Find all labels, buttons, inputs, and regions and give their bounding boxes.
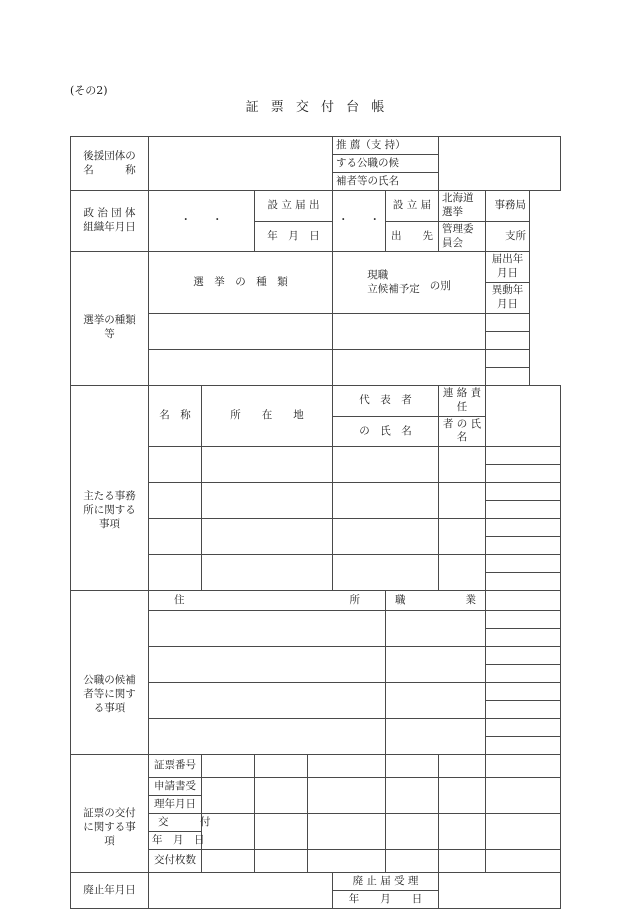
field-office-date-b-1[interactable] bbox=[486, 465, 561, 483]
label-recommended-candidate-line3: 補者等の氏名 bbox=[333, 173, 439, 191]
field-office-date-a-4[interactable] bbox=[486, 555, 561, 573]
field-candidate-occupation-3[interactable] bbox=[386, 683, 486, 719]
cell-app-date-4[interactable] bbox=[386, 778, 439, 814]
field-election-submit-date-2[interactable] bbox=[486, 349, 530, 367]
field-election-change-date-2[interactable] bbox=[486, 367, 530, 385]
cell-cert-number-1[interactable] bbox=[202, 755, 255, 778]
cell-app-date-3[interactable] bbox=[308, 778, 386, 814]
label-abolition-notice-line2: 年 月 日 bbox=[333, 891, 439, 909]
cell-issue-date-6[interactable] bbox=[486, 814, 561, 850]
field-office-name-2[interactable] bbox=[149, 483, 202, 519]
field-office-header-right bbox=[486, 385, 561, 446]
field-office-rep-3[interactable] bbox=[333, 519, 439, 555]
cell-issued-count-2[interactable] bbox=[255, 850, 308, 873]
field-office-rep-1[interactable] bbox=[333, 447, 439, 483]
cell-app-date-5[interactable] bbox=[439, 778, 486, 814]
label-certificate-issuance: 証票の交付 に関する事 項 bbox=[71, 755, 149, 873]
field-candidate-occupation-4[interactable] bbox=[386, 719, 486, 755]
row-election-type-header bbox=[71, 252, 561, 283]
field-candidate-date-a-2[interactable] bbox=[486, 647, 561, 665]
field-office-name-3[interactable] bbox=[149, 519, 202, 555]
label-authority-line1: 北海道選挙 bbox=[439, 191, 486, 222]
label-main-office: 主たる事務 所に関する 事項 bbox=[71, 385, 149, 590]
field-candidate-occupation-1[interactable] bbox=[386, 611, 486, 647]
label-issue-date-line1: 交 付 bbox=[149, 814, 202, 832]
field-election-kind-2[interactable] bbox=[149, 349, 333, 385]
cell-app-date-2[interactable] bbox=[255, 778, 308, 814]
cell-issued-count-3[interactable] bbox=[308, 850, 386, 873]
cell-issued-count-5[interactable] bbox=[439, 850, 486, 873]
row-main-office-header bbox=[71, 385, 561, 416]
field-establish-notice-date[interactable]: ・ ・ bbox=[333, 191, 386, 252]
cell-cert-number-4[interactable] bbox=[386, 755, 439, 778]
label-abolition-notice-line1: 廃 止 届 受 理 bbox=[333, 873, 439, 891]
header-election-kind: 選 挙 の 種 類 bbox=[149, 252, 333, 313]
row-candidate-header bbox=[71, 591, 561, 611]
field-candidate-date-a-4[interactable] bbox=[486, 719, 561, 737]
cell-cert-number-6[interactable] bbox=[486, 755, 561, 778]
header-election-submit-date: 届出年月日 bbox=[486, 252, 530, 283]
field-candidate-date-b-3[interactable] bbox=[486, 701, 561, 719]
label-submit-destination-line2: 出 先 bbox=[386, 221, 439, 252]
field-candidate-address-4[interactable] bbox=[149, 719, 386, 755]
label-branch-office-line2: 支所 bbox=[486, 221, 530, 252]
field-election-status-2[interactable] bbox=[333, 349, 486, 385]
label-branch-office-line1: 事務局 bbox=[486, 191, 530, 222]
page-title: 証 票 交 付 台 帳 bbox=[245, 100, 389, 115]
field-office-date-a-1[interactable] bbox=[486, 447, 561, 465]
sheet-label: (その2) bbox=[70, 84, 108, 97]
field-candidate-date-a-3[interactable] bbox=[486, 683, 561, 701]
cell-issue-date-3[interactable] bbox=[308, 814, 386, 850]
field-office-date-b-2[interactable] bbox=[486, 501, 561, 519]
label-establish-notice-date-line1: 設 立 届 出 bbox=[255, 191, 333, 222]
header-representative-line2: の 氏 名 bbox=[333, 416, 439, 447]
field-office-date-a-3[interactable] bbox=[486, 519, 561, 537]
cell-cert-number-3[interactable] bbox=[308, 755, 386, 778]
field-office-location-4[interactable] bbox=[202, 555, 333, 591]
label-application-receipt-line1: 申請書受 bbox=[149, 778, 202, 796]
field-abolition-date[interactable] bbox=[149, 873, 333, 909]
label-submit-destination-line1: 設 立 届 bbox=[386, 191, 439, 222]
field-election-change-date-1[interactable] bbox=[486, 331, 530, 349]
header-office-name: 名 称 bbox=[149, 385, 202, 446]
header-contact-person-line2: 者 の 氏 名 bbox=[439, 416, 486, 447]
label-election-type: 選挙の種類 等 bbox=[71, 252, 149, 385]
label-establish-notice-date-line2: 年 月 日 bbox=[255, 221, 333, 252]
field-office-contact-1[interactable] bbox=[439, 447, 486, 483]
header-election-change-date: 異動年月日 bbox=[486, 283, 530, 314]
field-political-org-date[interactable]: ・ ・ bbox=[149, 191, 255, 252]
field-candidate-date-b-2[interactable] bbox=[486, 665, 561, 683]
field-candidate-address-3[interactable] bbox=[149, 683, 386, 719]
field-support-group-name[interactable] bbox=[149, 137, 333, 191]
field-office-contact-4[interactable] bbox=[439, 555, 486, 591]
field-office-date-b-4[interactable] bbox=[486, 573, 561, 591]
field-office-location-2[interactable] bbox=[202, 483, 333, 519]
certificate-ledger-table bbox=[70, 136, 561, 909]
cell-issued-count-6[interactable] bbox=[486, 850, 561, 873]
label-recommended-candidate-line1: 推 薦（支 持） bbox=[333, 137, 439, 155]
field-election-submit-date-1[interactable] bbox=[486, 313, 530, 331]
field-election-status-1[interactable] bbox=[333, 313, 486, 349]
cell-cert-number-5[interactable] bbox=[439, 755, 486, 778]
field-office-location-3[interactable] bbox=[202, 519, 333, 555]
field-office-rep-2[interactable] bbox=[333, 483, 439, 519]
field-office-date-a-2[interactable] bbox=[486, 483, 561, 501]
field-office-contact-3[interactable] bbox=[439, 519, 486, 555]
label-issued-count: 交付枚数 bbox=[149, 850, 202, 873]
label-certificate-number: 証票番号 bbox=[149, 755, 202, 778]
row-support-group bbox=[71, 137, 561, 155]
label-recommended-candidate-line2: する公職の候 bbox=[333, 155, 439, 173]
label-application-receipt-line2: 理年月日 bbox=[149, 796, 202, 814]
field-candidate-date-b-1[interactable] bbox=[486, 629, 561, 647]
field-candidate-header-right bbox=[486, 591, 561, 611]
field-office-location-1[interactable] bbox=[202, 447, 333, 483]
cell-issue-date-5[interactable] bbox=[439, 814, 486, 850]
cell-cert-number-2[interactable] bbox=[255, 755, 308, 778]
field-election-kind-1[interactable] bbox=[149, 313, 333, 349]
header-election-status: 現職 立候補予定 の別 bbox=[333, 252, 486, 313]
row-certificate-number bbox=[71, 755, 561, 778]
field-candidate-date-a-1[interactable] bbox=[486, 611, 561, 629]
field-abolition-notice-date[interactable] bbox=[439, 873, 561, 909]
field-candidate-address-2[interactable] bbox=[149, 647, 386, 683]
cell-issue-date-4[interactable] bbox=[386, 814, 439, 850]
header-contact-person-line1: 連 絡 責 任 bbox=[439, 385, 486, 416]
field-candidate-date-b-4[interactable] bbox=[486, 737, 561, 755]
field-candidate-address-1[interactable] bbox=[149, 611, 386, 647]
label-issue-date-line2: 年 月 日 bbox=[149, 832, 202, 850]
cell-app-date-6[interactable] bbox=[486, 778, 561, 814]
label-authority-line2: 管理委員会 bbox=[439, 221, 486, 252]
header-office-location: 所 在 地 bbox=[202, 385, 333, 446]
label-political-org-date: 政 治 団 体 組織年月日 bbox=[71, 191, 149, 252]
header-candidate-occupation: 職 業 bbox=[386, 591, 486, 611]
label-candidate-matters: 公職の候補 者等に関す る事項 bbox=[71, 591, 149, 755]
label-support-group: 後援団体の 名 称 bbox=[71, 137, 149, 191]
field-office-contact-2[interactable] bbox=[439, 483, 486, 519]
cell-app-date-1[interactable] bbox=[202, 778, 255, 814]
cell-issued-count-4[interactable] bbox=[386, 850, 439, 873]
header-candidate-address: 住 所 bbox=[149, 591, 386, 611]
field-office-name-1[interactable] bbox=[149, 447, 202, 483]
field-office-date-b-3[interactable] bbox=[486, 537, 561, 555]
cell-issue-date-2[interactable] bbox=[255, 814, 308, 850]
field-recommended-candidate-name[interactable] bbox=[439, 137, 561, 191]
row-abolition bbox=[71, 873, 561, 891]
field-candidate-occupation-2[interactable] bbox=[386, 647, 486, 683]
field-office-name-4[interactable] bbox=[149, 555, 202, 591]
field-office-rep-4[interactable] bbox=[333, 555, 439, 591]
cell-issued-count-1[interactable] bbox=[202, 850, 255, 873]
header-representative-line1: 代 表 者 bbox=[333, 385, 439, 416]
row-political-organization bbox=[71, 191, 561, 222]
label-abolition-date: 廃止年月日 bbox=[71, 873, 149, 909]
